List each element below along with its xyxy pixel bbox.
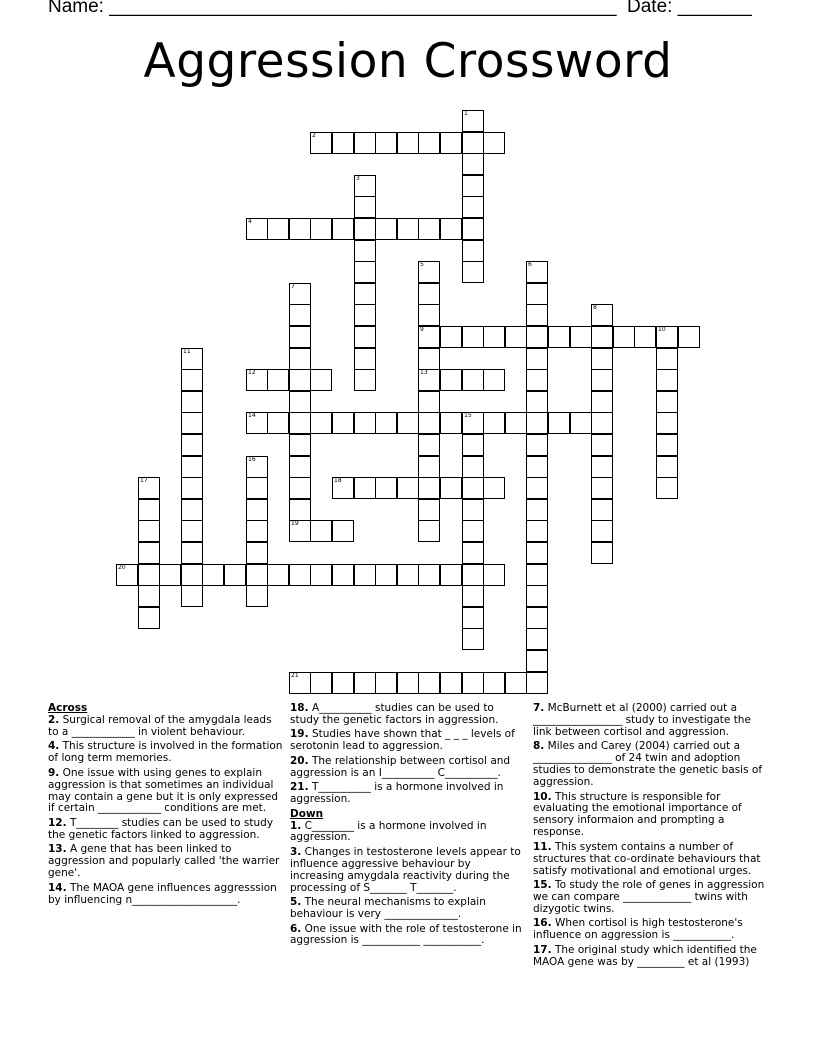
clues-column-2: [290, 703, 526, 950]
grid-cell[interactable]: [375, 218, 397, 240]
grid-cell[interactable]: [462, 456, 484, 478]
grid-cell[interactable]: [505, 672, 527, 694]
grid-cell[interactable]: [483, 672, 505, 694]
clue-text: A gene that has been linked to aggression and popularly called 'the warrier gene'.: [48, 843, 280, 880]
grid-cell[interactable]: [310, 520, 332, 542]
grid-cell[interactable]: [289, 218, 311, 240]
grid-cell[interactable]: [310, 218, 332, 240]
grid-cell[interactable]: [462, 672, 484, 694]
clue-number: 12: [248, 369, 256, 376]
grid-cell[interactable]: [656, 477, 678, 499]
grid-cell[interactable]: [310, 564, 332, 586]
grid-cell[interactable]: [591, 369, 613, 391]
clue-text: McBurnett et al (2000) carried out a _________________ study to investigate the link between cortisol and aggression.: [533, 702, 751, 738]
clue-number: 15.: [533, 879, 552, 892]
grid-cell[interactable]: [397, 218, 419, 240]
clue-number: 15: [464, 412, 472, 419]
clue-number: 10: [658, 326, 666, 333]
grid-cell[interactable]: [289, 283, 311, 305]
clue-number: 6: [528, 261, 532, 268]
clue-number: 6.: [290, 922, 302, 935]
clue-number: 12.: [48, 816, 67, 829]
clue: [533, 792, 769, 840]
grid-cell[interactable]: [375, 132, 397, 154]
grid-cell[interactable]: [397, 477, 419, 499]
grid-cell[interactable]: [656, 348, 678, 370]
grid-cell[interactable]: [462, 564, 484, 586]
grid-cell[interactable]: [462, 499, 484, 521]
grid-cell[interactable]: [181, 564, 203, 586]
grid-cell[interactable]: [462, 110, 484, 132]
grid-cell[interactable]: [526, 369, 548, 391]
grid-cell[interactable]: [138, 520, 160, 542]
clue-number: 18: [334, 477, 342, 484]
grid-cell[interactable]: [181, 391, 203, 413]
clue-number: 7: [291, 283, 295, 290]
grid-cell[interactable]: [678, 326, 700, 348]
clue-number: 16: [248, 456, 256, 463]
grid-cell[interactable]: [613, 326, 635, 348]
clue-number: 13.: [48, 843, 67, 856]
clue-text: This system contains a number of structures that co-ordinate behaviours that satisfy motivational and emotional urges.: [533, 840, 761, 877]
grid-cell[interactable]: [354, 564, 376, 586]
grid-cell[interactable]: [591, 412, 613, 434]
grid-cell[interactable]: [656, 456, 678, 478]
clue: [290, 847, 526, 895]
clue-number: 4.: [48, 740, 60, 753]
grid-cell[interactable]: [181, 412, 203, 434]
grid-cell[interactable]: [181, 477, 203, 499]
grid-cell[interactable]: [418, 326, 440, 348]
clue-number: 1: [464, 110, 468, 117]
clue: [48, 883, 283, 907]
grid-cell[interactable]: [202, 564, 224, 586]
grid-cell[interactable]: [526, 585, 548, 607]
grid-cell[interactable]: [246, 542, 268, 564]
grid-cell[interactable]: [440, 477, 462, 499]
clue: [48, 818, 283, 842]
grid-cell[interactable]: [591, 456, 613, 478]
clue-text: Miles and Carey (2004) carried out a _______________ of 24 twin and adoption studies to demonstrate the genetic basis of aggression.: [533, 740, 763, 789]
grid-cell[interactable]: [332, 218, 354, 240]
grid-cell[interactable]: [289, 477, 311, 499]
grid-cell[interactable]: [591, 542, 613, 564]
grid-cell[interactable]: [526, 628, 548, 650]
grid-cell[interactable]: [418, 132, 440, 154]
grid-cell[interactable]: [591, 434, 613, 456]
grid-cell[interactable]: [591, 477, 613, 499]
grid-cell[interactable]: [138, 585, 160, 607]
grid-cell[interactable]: [224, 564, 246, 586]
grid-cell[interactable]: [289, 326, 311, 348]
grid-cell[interactable]: [397, 412, 419, 434]
clue: [533, 741, 769, 789]
grid-cell[interactable]: [418, 304, 440, 326]
clue-number: 9: [420, 326, 424, 333]
grid-cell[interactable]: [375, 672, 397, 694]
grid-cell[interactable]: [526, 520, 548, 542]
grid-cell[interactable]: [246, 369, 268, 391]
grid-cell[interactable]: [354, 132, 376, 154]
grid-cell[interactable]: [570, 326, 592, 348]
grid-cell[interactable]: [354, 412, 376, 434]
grid-cell[interactable]: [138, 542, 160, 564]
grid-cell[interactable]: [354, 240, 376, 262]
grid-cell[interactable]: [440, 326, 462, 348]
grid-cell[interactable]: [418, 261, 440, 283]
clue: [48, 741, 283, 765]
grid-cell[interactable]: [354, 261, 376, 283]
grid-cell[interactable]: [462, 607, 484, 629]
grid-cell[interactable]: [246, 520, 268, 542]
clue-number: 14.: [48, 881, 67, 894]
grid-cell[interactable]: [267, 218, 289, 240]
grid-cell[interactable]: [462, 196, 484, 218]
grid-cell[interactable]: [526, 650, 548, 672]
grid-cell[interactable]: [332, 132, 354, 154]
grid-cell[interactable]: [354, 477, 376, 499]
grid-cell[interactable]: [418, 672, 440, 694]
page-title: Aggression Crossword: [143, 34, 673, 89]
grid-cell[interactable]: [181, 520, 203, 542]
clue-number: 9.: [48, 766, 60, 779]
clue: [290, 821, 526, 845]
grid-cell[interactable]: [418, 348, 440, 370]
grid-cell[interactable]: [418, 218, 440, 240]
grid-cell[interactable]: [548, 412, 570, 434]
grid-cell[interactable]: [116, 564, 138, 586]
grid-cell[interactable]: [483, 412, 505, 434]
clue-number: 19: [291, 520, 299, 527]
grid-cell[interactable]: [656, 326, 678, 348]
grid-cell[interactable]: [418, 477, 440, 499]
grid-cell[interactable]: [289, 391, 311, 413]
grid-cell[interactable]: [397, 132, 419, 154]
clues-column-3: [533, 703, 769, 971]
grid-cell[interactable]: [440, 369, 462, 391]
grid-cell[interactable]: [462, 218, 484, 240]
grid-cell[interactable]: [267, 412, 289, 434]
grid-cell[interactable]: [591, 326, 613, 348]
grid-cell[interactable]: [181, 434, 203, 456]
grid-cell[interactable]: [267, 564, 289, 586]
grid-cell[interactable]: [440, 564, 462, 586]
clue-text: This structure is responsible for evaluating the emotional importance of sensory informaion and prompting a response.: [533, 790, 742, 839]
grid-cell[interactable]: [462, 261, 484, 283]
clue-number: 3.: [290, 845, 302, 858]
grid-cell[interactable]: [526, 304, 548, 326]
date-field: Date: _______: [627, 0, 752, 17]
grid-cell[interactable]: [462, 477, 484, 499]
grid-cell[interactable]: [591, 499, 613, 521]
grid-cell[interactable]: [440, 672, 462, 694]
grid-cell[interactable]: [397, 564, 419, 586]
grid-cell[interactable]: [505, 412, 527, 434]
grid-cell[interactable]: [526, 391, 548, 413]
grid-cell[interactable]: [505, 326, 527, 348]
clue-number: 17.: [533, 943, 552, 956]
clue: [290, 897, 526, 921]
grid-cell[interactable]: [591, 391, 613, 413]
clue-number: 18.: [290, 702, 309, 714]
clue-number: 1.: [290, 819, 302, 832]
grid-cell[interactable]: [418, 369, 440, 391]
grid-cell[interactable]: [462, 520, 484, 542]
down-heading: Down: [290, 807, 324, 820]
grid-cell[interactable]: [138, 564, 160, 586]
clue-number: 5.: [290, 896, 302, 909]
grid-cell[interactable]: [246, 218, 268, 240]
clue-text: T__________ is a hormone involved in aggression.: [290, 781, 504, 806]
grid-cell[interactable]: [440, 412, 462, 434]
grid-cell[interactable]: [310, 369, 332, 391]
grid-cell[interactable]: [332, 564, 354, 586]
clue-text: Changes in testosterone levels appear to influence aggressive behaviour by increasing amygdala reactivity during the processing of S_______ T_______.: [290, 845, 521, 894]
clue-number: 11.: [533, 840, 552, 853]
clue-number: 8.: [533, 740, 545, 753]
clue: [533, 703, 769, 739]
grid-cell[interactable]: [289, 412, 311, 434]
grid-cell[interactable]: [246, 477, 268, 499]
grid-cell[interactable]: [289, 456, 311, 478]
grid-cell[interactable]: [462, 132, 484, 154]
grid-cell[interactable]: [440, 218, 462, 240]
grid-cell[interactable]: [181, 348, 203, 370]
grid-cell[interactable]: [289, 369, 311, 391]
grid-cell[interactable]: [591, 348, 613, 370]
clue-number: 10.: [533, 790, 552, 803]
clue: [533, 945, 769, 969]
clue-text: The original study which identified the MAOA gene was by _________ et al (1993): [533, 943, 757, 968]
name-field: Name: ________________________________________________: [48, 0, 617, 17]
grid-cell[interactable]: [289, 304, 311, 326]
grid-cell[interactable]: [483, 369, 505, 391]
clue-number: 5: [420, 261, 424, 268]
grid-cell[interactable]: [526, 672, 548, 694]
clue: [48, 844, 283, 880]
clue-number: 16.: [533, 917, 552, 930]
grid-cell[interactable]: [397, 672, 419, 694]
grid-cell[interactable]: [462, 585, 484, 607]
grid-cell[interactable]: [656, 412, 678, 434]
clue: [48, 715, 283, 739]
grid-cell[interactable]: [462, 175, 484, 197]
clue-number: 2: [312, 132, 316, 139]
grid-cell[interactable]: [354, 326, 376, 348]
clue-number: 8: [593, 304, 597, 311]
clue-number: 13: [420, 369, 428, 376]
grid-cell[interactable]: [462, 240, 484, 262]
grid-cell[interactable]: [656, 434, 678, 456]
grid-cell[interactable]: [354, 672, 376, 694]
grid-cell[interactable]: [181, 499, 203, 521]
clue: [290, 924, 526, 948]
grid-cell[interactable]: [354, 369, 376, 391]
grid-cell[interactable]: [310, 412, 332, 434]
clue-number: 21.: [290, 781, 309, 794]
grid-cell[interactable]: [375, 412, 397, 434]
clue-text: The relationship between cortisol and aggression is an I__________ C__________.: [290, 754, 511, 779]
clue-text: This structure is involved in the formation of long term memories.: [48, 740, 283, 765]
grid-cell[interactable]: [526, 477, 548, 499]
grid-cell[interactable]: [310, 132, 332, 154]
grid-cell[interactable]: [354, 348, 376, 370]
grid-cell[interactable]: [462, 542, 484, 564]
clue-number: 2.: [48, 713, 60, 726]
clue: [48, 768, 283, 816]
clue-text: When cortisol is high testosterone's influence on aggression is ___________.: [533, 917, 743, 942]
grid-cell[interactable]: [267, 369, 289, 391]
grid-cell[interactable]: [526, 499, 548, 521]
grid-cell[interactable]: [159, 564, 181, 586]
clue-text: A__________ studies can be used to study the genetic factors in aggression.: [290, 702, 499, 726]
grid-cell[interactable]: [526, 542, 548, 564]
grid-cell[interactable]: [591, 304, 613, 326]
grid-cell[interactable]: [138, 499, 160, 521]
grid-cell[interactable]: [289, 520, 311, 542]
grid-cell[interactable]: [246, 456, 268, 478]
clue-text: T________ studies can be used to study the genetic factors linked to aggression.: [48, 816, 274, 841]
clues-column-1: [48, 703, 283, 909]
clue-number: 14: [248, 412, 256, 419]
clue: [290, 729, 526, 753]
grid-cell[interactable]: [310, 672, 332, 694]
grid-cell[interactable]: [289, 434, 311, 456]
grid-cell[interactable]: [246, 564, 268, 586]
clue-number: 21: [291, 672, 299, 679]
clue: [290, 756, 526, 780]
clue: [533, 842, 769, 878]
grid-cell[interactable]: [289, 564, 311, 586]
grid-cell[interactable]: [548, 326, 570, 348]
grid-cell[interactable]: [418, 499, 440, 521]
clue-text: One issue with using genes to explain aggression is that sometimes an individual may contain a gene but it is only expressed if certain ____________ conditions are met.: [48, 766, 279, 815]
clue-number: 4: [248, 218, 252, 225]
grid-cell[interactable]: [483, 564, 505, 586]
grid-cell[interactable]: [526, 412, 548, 434]
grid-cell[interactable]: [526, 261, 548, 283]
grid-cell[interactable]: [418, 520, 440, 542]
grid-cell[interactable]: [462, 412, 484, 434]
grid-cell[interactable]: [289, 672, 311, 694]
grid-cell[interactable]: [634, 326, 656, 348]
grid-cell[interactable]: [526, 607, 548, 629]
grid-cell[interactable]: [418, 391, 440, 413]
grid-cell[interactable]: [354, 196, 376, 218]
clue: [290, 782, 526, 806]
clue-text: Surgical removal of the amygdala leads to a ____________ in violent behaviour.: [48, 713, 272, 738]
grid-cell[interactable]: [289, 348, 311, 370]
clue-number: 11: [183, 348, 191, 355]
grid-cell[interactable]: [354, 304, 376, 326]
clue-number: 19.: [290, 728, 309, 741]
grid-cell[interactable]: [570, 412, 592, 434]
clue: [533, 880, 769, 916]
grid-cell[interactable]: [418, 564, 440, 586]
grid-cell[interactable]: [354, 283, 376, 305]
grid-cell[interactable]: [332, 477, 354, 499]
grid-cell[interactable]: [354, 218, 376, 240]
clue-text: Studies have shown that _ _ _ levels of serotonin lead to aggression.: [290, 728, 515, 753]
grid-cell[interactable]: [418, 434, 440, 456]
grid-cell[interactable]: [246, 412, 268, 434]
clue-text: To study the role of genes in aggression we can compare _____________ twins with dizygotic twins.: [533, 879, 765, 915]
clue-text: One issue with the role of testosterone in aggression is ___________ ___________.: [290, 922, 522, 947]
grid-cell[interactable]: [526, 564, 548, 586]
clue-text: The MAOA gene influences aggresssion by influencing n____________________.: [48, 881, 277, 906]
grid-cell[interactable]: [332, 412, 354, 434]
grid-cell[interactable]: [462, 326, 484, 348]
grid-cell[interactable]: [526, 348, 548, 370]
grid-cell[interactable]: [138, 607, 160, 629]
clue: [533, 918, 769, 942]
grid-cell[interactable]: [656, 369, 678, 391]
clue-text: C________ is a hormone involved in aggression.: [290, 819, 487, 844]
grid-cell[interactable]: [332, 672, 354, 694]
clue-text: The neural mechanisms to explain behaviour is very ______________.: [290, 896, 486, 921]
clue-number: 17: [140, 477, 148, 484]
grid-cell[interactable]: [375, 477, 397, 499]
clue-number: 7.: [533, 702, 545, 714]
grid-cell[interactable]: [418, 412, 440, 434]
clue-number: 20: [118, 564, 126, 571]
grid-cell[interactable]: [462, 434, 484, 456]
grid-cell[interactable]: [181, 456, 203, 478]
grid-cell[interactable]: [526, 283, 548, 305]
grid-cell[interactable]: [591, 520, 613, 542]
clue: [290, 703, 526, 727]
grid-cell[interactable]: [440, 132, 462, 154]
grid-cell[interactable]: [656, 391, 678, 413]
grid-cell[interactable]: [462, 628, 484, 650]
across-heading: Across: [48, 702, 88, 714]
grid-cell[interactable]: [418, 283, 440, 305]
grid-cell[interactable]: [181, 542, 203, 564]
grid-cell[interactable]: [483, 132, 505, 154]
grid-cell[interactable]: [526, 434, 548, 456]
grid-cell[interactable]: [462, 369, 484, 391]
grid-cell[interactable]: [418, 456, 440, 478]
grid-cell[interactable]: [483, 326, 505, 348]
grid-cell[interactable]: [181, 585, 203, 607]
clue-number: 3: [356, 175, 360, 182]
grid-cell[interactable]: [526, 326, 548, 348]
grid-cell[interactable]: [138, 477, 160, 499]
grid-cell[interactable]: [332, 520, 354, 542]
grid-cell[interactable]: [181, 369, 203, 391]
grid-cell[interactable]: [462, 153, 484, 175]
grid-cell[interactable]: [354, 175, 376, 197]
clue-number: 20.: [290, 754, 309, 767]
grid-cell[interactable]: [526, 456, 548, 478]
grid-cell[interactable]: [375, 564, 397, 586]
grid-cell[interactable]: [483, 477, 505, 499]
grid-cell[interactable]: [246, 585, 268, 607]
grid-cell[interactable]: [289, 499, 311, 521]
grid-cell[interactable]: [246, 499, 268, 521]
